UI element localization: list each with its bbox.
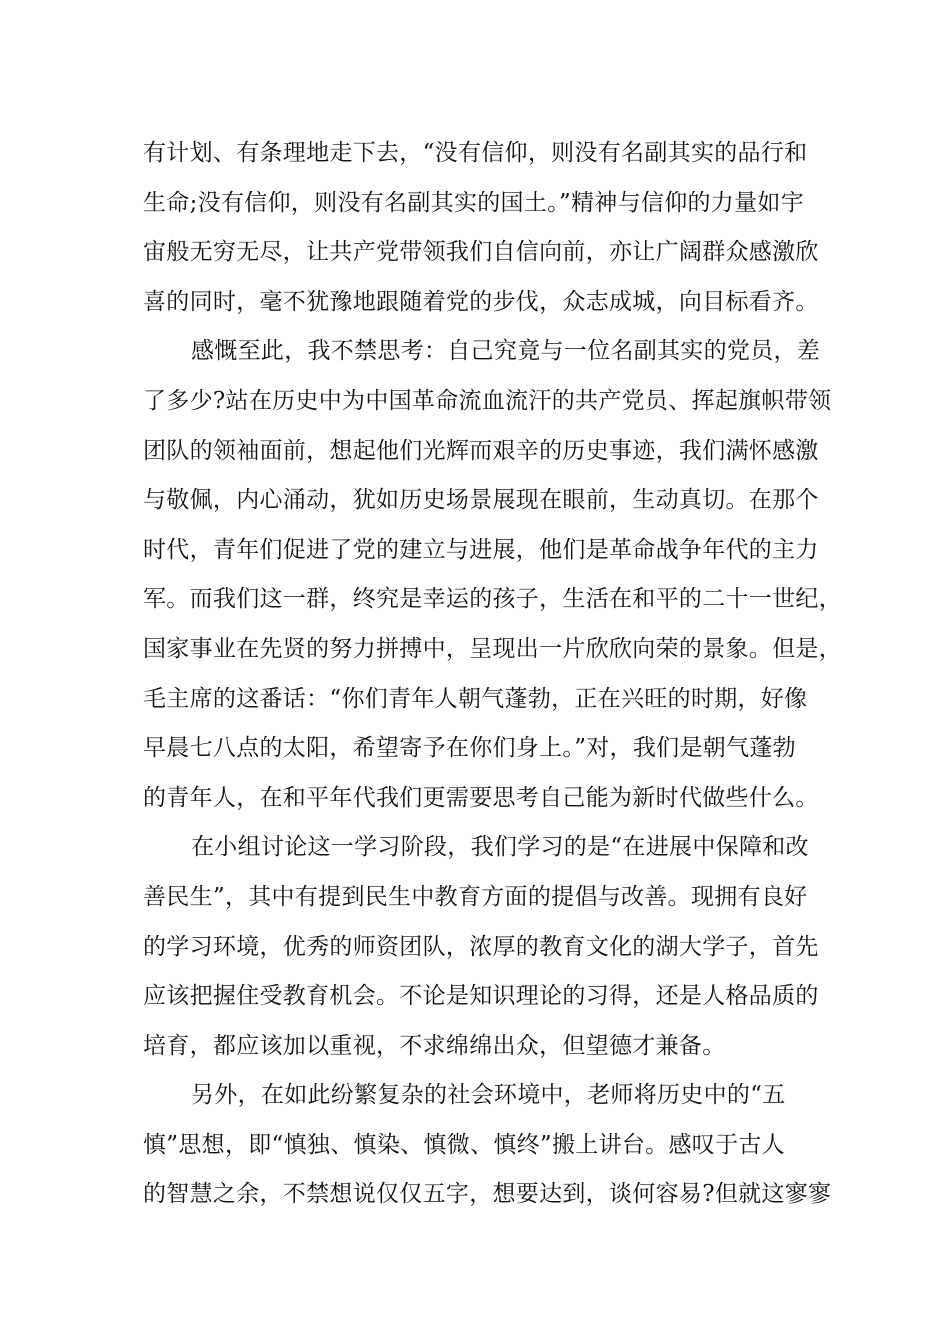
paragraph xyxy=(143,1071,832,1220)
text-line: 的智慧之余，不禁想说仅仅五字，想要达到，谈何容易?但就这寥寥 xyxy=(143,1181,832,1208)
body-text xyxy=(143,129,842,1220)
text-line: 团队的领袖面前，想起他们光辉而艰辛的历史事迹，我们满怀感激 xyxy=(143,437,819,464)
paragraph xyxy=(143,823,823,1071)
text-line: 的青年人，在和平年代我们更需要思考自己能为新时代做些什么。 xyxy=(143,784,819,811)
text-line: 国家事业在先贤的努力拼搏中，呈现出一片欣欣向荣的景象。但是， xyxy=(143,635,842,662)
text-line: 了多少?站在历史中为中国革命流血流汗的共产党员、挥起旗帜带领 xyxy=(143,387,832,414)
text-line: 善民生”，其中有提到民生中教育方面的提倡与改善。现拥有良好 xyxy=(143,883,808,910)
paragraph xyxy=(143,327,842,823)
text-line: 在小组讨论这一学习阶段，我们学习的是“在进展中保障和改 xyxy=(191,834,809,861)
text-line: 与敬佩，内心涌动，犹如历史场景展现在眼前，生动真切。在那个 xyxy=(143,487,819,514)
text-line: 的学习环境，优秀的师资团队，浓厚的教育文化的湖大学子，首先 xyxy=(143,933,819,960)
text-line: 另外，在如此纷繁复杂的社会环境中，老师将历史中的“五 xyxy=(191,1082,786,1109)
text-line: 军。而我们这一群，终究是幸运的孩子，生活在和平的二十一世纪， xyxy=(143,586,842,613)
text-line: 慎”思想，即“慎独、慎染、慎微、慎终”搬上讲台。感叹于古人 xyxy=(143,1131,785,1158)
text-line: 时代，青年们促进了党的建立与进展，他们是革命战争年代的主力 xyxy=(143,536,819,563)
text-line: 毛主席的这番话：“你们青年人朝气蓬勃，正在兴旺的时期，好像 xyxy=(143,685,808,712)
text-line: 有计划、有条理地走下去，“没有信仰，则没有名副其实的品行和 xyxy=(143,140,808,166)
text-line: 培育，都应该加以重视，不求绵绵出众，但望德才兼备。 xyxy=(143,1032,726,1059)
text-line: 生命;没有信仰，则没有名副其实的国土。”精神与信仰的力量如宇 xyxy=(143,189,805,216)
text-line: 喜的同时，毫不犹豫地跟随着党的步伐，众志成城，向目标看齐。 xyxy=(143,288,819,315)
paragraph xyxy=(143,129,823,327)
text-line: 感慨至此，我不禁思考：自己究竟与一位名副其实的党员，差 xyxy=(191,338,821,365)
text-line: 宙般无穷无尽，让共产党带领我们自信向前，亦让广阔群众感激欣 xyxy=(143,239,819,266)
text-line: 早晨七八点的太阳，希望寄予在你们身上。”对，我们是朝气蓬勃 xyxy=(143,735,796,762)
text-line: 应该把握住受教育机会。不论是知识理论的习得，还是人格品质的 xyxy=(143,983,819,1010)
